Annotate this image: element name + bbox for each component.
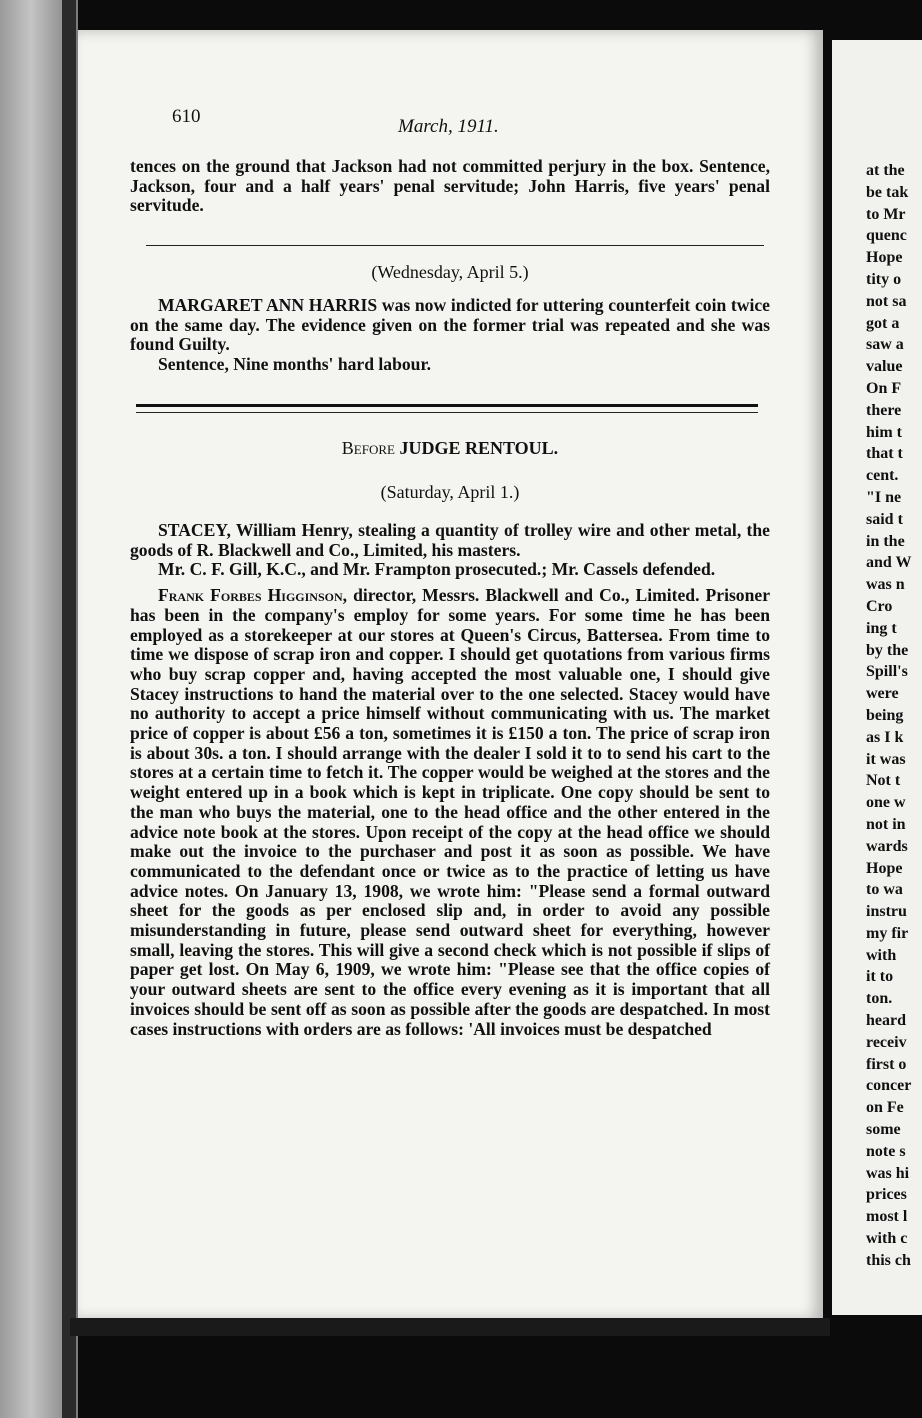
right-page-line-fragment: ton.	[866, 990, 893, 1008]
right-page-line-fragment: got a	[866, 314, 900, 332]
page-number: 610	[172, 106, 201, 127]
right-page-line-fragment: by the	[866, 641, 909, 659]
right-page-line-fragment: to wa	[866, 881, 903, 899]
right-page-line-fragment: not sa	[866, 292, 907, 310]
right-page-line-fragment: be tak	[866, 183, 909, 201]
charge-paragraph: STACEY, William Henry, stealing a quantity of trolley wire and other metal, the goods of R. Blackwell and Co., Limited, his masters.	[130, 520, 770, 560]
right-page-line-fragment: prices	[866, 1186, 907, 1204]
right-page-line-fragment: in the	[866, 532, 905, 550]
right-page-line-fragment: saw a	[866, 336, 904, 354]
right-page-line-fragment: were	[866, 685, 899, 703]
right-page-line-fragment: concer	[866, 1077, 912, 1095]
right-page-line-fragment: heard	[866, 1012, 906, 1030]
before-label: Before	[341, 438, 395, 458]
right-page-line-fragment: at the	[866, 162, 905, 179]
right-page-line-fragment: to Mr	[866, 205, 906, 223]
running-head: March, 1911.	[398, 116, 499, 137]
double-rule-bottom	[136, 412, 758, 413]
counsel-paragraph: Mr. C. F. Gill, K.C., and Mr. Frampton prosecuted.; Mr. Cassels defended.	[158, 559, 716, 580]
right-page	[832, 40, 922, 1315]
right-page-line-fragment: this ch	[866, 1251, 911, 1269]
right-page-line-fragment: it was	[866, 750, 906, 768]
right-page-line-fragment: one w	[866, 794, 906, 812]
right-page-line-fragment: with c	[866, 1230, 908, 1248]
right-page-line-fragment: ing t	[866, 619, 897, 637]
right-page-line-fragment: note s	[866, 1142, 906, 1160]
right-page-line-fragment: "I ne	[866, 488, 902, 506]
right-page-line-fragment: with	[866, 946, 897, 964]
right-page-line-fragment: that t	[866, 445, 903, 463]
right-page-fragments	[832, 160, 912, 1272]
right-page-line-fragment: and W	[866, 554, 912, 572]
right-page-line-fragment: value	[866, 358, 903, 376]
right-page-line-fragment: most l	[866, 1208, 908, 1226]
right-page-line-fragment: on Fe	[866, 1099, 904, 1117]
section-rule	[146, 245, 764, 246]
right-page-line-fragment: Hope	[866, 249, 903, 267]
testimony-paragraph: Frank Forbes Higginson, director, Messrs. Blackwell and Co., Limited. Prisoner has been in the company's employ for some years. For some time he has been employed as a storekeeper at our stores at Queen's Circus, Battersea. From time to time we dispose of scrap iron and copper. I should get quotations from various firms who buy scrap copper and, having accepted the most valuable one, I should give Stacey instructions to hand the material over to the one selected. Stacey would have no authority to accept a price himself without communicating with us. The market price of copper is about £56 a ton, sometimes it is £150 a ton. The price of scrap iron is about 30s. a ton. I should arrange with the dealer I sold it to to send his cart to the stores at a certain time to fetch it. The copper would be weighed at the stores and the weight entered up in a book which is kept in triplicate. One copy should be sent to the man who buys the material, one to the head office and the other entered in the advice note book at the stores. Upon receipt of the copy at the head office we should make out the invoice to the purchaser and post it as soon as possible. We have communicated to the defendant once or twice as to the practice of letting us have advice notes. On January 13, 1908, we wrote him: "Please send a formal outward sheet for the goods as per enclosed slip and, in order to avoid any possible misunderstanding in future, please send outward sheet for everything, however small, leaving the stores. This will give a second check which is not possible if slips of paper get lost. On May 6, 1909, we wrote him: "Please see that the office copies of your outward sheets are sent to the office every evening as it is important that all invoices should be sent off as soon as possible after the goods are despatched. In most cases instructions with orders are as follows: 'All invoices must be despatched	[130, 585, 771, 1039]
right-page-line-fragment: cent.	[866, 467, 899, 485]
right-page-line-fragment: receiv	[866, 1033, 907, 1051]
right-page-line-fragment: my fir	[866, 924, 909, 942]
harris-sentence: Sentence, Nine months' hard labour.	[158, 354, 432, 375]
right-page-line-fragment: as I k	[866, 728, 904, 746]
continuation-paragraph: tences on the ground that Jackson had not committed perjury in the box. Sentence, Jackson, four and a half years' penal servitude; John Harris, five years' penal servitude.	[130, 156, 770, 216]
right-page-line-fragment: Not t	[866, 772, 901, 790]
right-page-line-fragment: was n	[866, 576, 905, 594]
witness-name: Frank Forbes Higginson	[158, 585, 343, 606]
right-page-line-fragment: tity o	[866, 270, 902, 288]
right-page-line-fragment: wards	[866, 837, 908, 855]
harris-case-paragraph: MARGARET ANN HARRIS was now indicted for uttering counterfeit coin twice on the same day. The evidence given on the former trial was repeated and she was found Guilty. Sentence, Nine months' hard labour.	[130, 295, 770, 375]
right-page-line-fragment: it to	[866, 968, 894, 986]
right-page-line-fragment: him t	[866, 423, 902, 441]
judge-heading	[130, 438, 770, 459]
right-page-line-fragment: said t	[866, 510, 903, 528]
right-page-line-fragment: instru	[866, 903, 907, 921]
right-page-line-fragment: quenc	[866, 227, 907, 245]
double-rule-top	[136, 404, 758, 407]
right-page-line-fragment: Hope	[866, 859, 903, 877]
right-page-line-fragment: Spill's	[866, 663, 908, 681]
right-page-line-fragment: not in	[866, 815, 906, 833]
right-page-line-fragment: some	[866, 1121, 901, 1139]
right-page-line-fragment: being	[866, 706, 904, 724]
right-page-line-fragment: there	[866, 401, 902, 419]
right-page-line-fragment: was hi	[866, 1164, 910, 1182]
stacey-case	[130, 521, 770, 1039]
right-page-line-fragment: first o	[866, 1055, 907, 1073]
book-left-shadow	[62, 0, 76, 1418]
judge-name: JUDGE RENTOUL.	[399, 438, 559, 458]
right-page-line-fragment: Cro	[866, 597, 893, 615]
date-wednesday-april-5: (Wednesday, April 5.)	[371, 262, 529, 282]
page-bottom-edge	[70, 1318, 830, 1336]
right-page-line-fragment: On F	[866, 379, 902, 397]
page-header	[172, 106, 772, 136]
date-saturday-april-1: (Saturday, April 1.)	[380, 482, 520, 502]
defendant-name: MARGARET ANN HARRIS	[158, 295, 378, 315]
